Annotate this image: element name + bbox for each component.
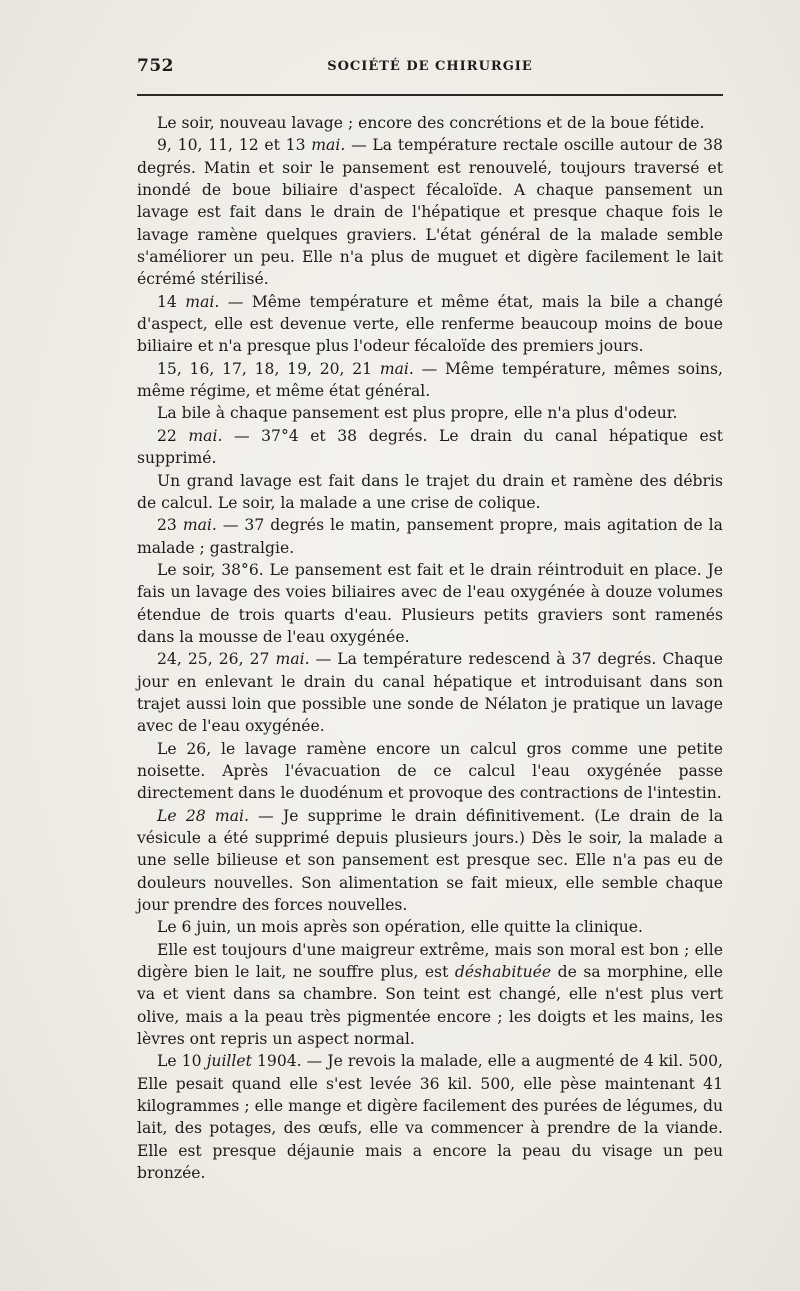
italic-text: mai.	[311, 136, 346, 155]
paragraph	[137, 134, 723, 290]
paragraph	[137, 514, 723, 559]
text-run: — Même température, mêmes soins, même régime, et même état général.	[137, 359, 723, 401]
italic-text: déshabituée	[454, 963, 552, 982]
paragraph	[137, 470, 723, 515]
text-run: La bile à chaque pansement est plus propre, elle n'a plus d'odeur.	[157, 404, 678, 423]
paragraph	[137, 358, 723, 403]
text-run: — La température rectale oscille autour de 38 degrés. Matin et soir le pansement est renouvelé, toujours traversé et inondé de boue biliaire d'aspect fécaloïde. A chaque pansement un lavage est fait dans le drain de l'hépatique et presque chaque fois le lavage ramène quelques graviers. L'état général de la malade semble s'améliorer un peu. Elle n'a plus de muguet et digère facilement le lait écrémé stérilisé.	[137, 136, 723, 289]
page-number: 752	[137, 56, 174, 76]
italic-text: mai.	[275, 650, 310, 669]
text-run: 1904. — Je revois la malade, elle a augmenté de 4 kil. 500, Elle pesait quand elle s'est levée 36 kil. 500, elle pèse maintenant 41 kilogrammes ; elle mange et digère facilement des purées de légumes, du lait, des potages, des œufs, elle va commencer à prendre de la viande. Elle est presque déjaunie mais a encore la peau du visage un peu bronzée.	[137, 1052, 723, 1183]
paragraph	[137, 559, 723, 648]
text-run: Le soir, nouveau lavage ; encore des concrétions et de la boue fétide.	[157, 114, 705, 132]
text-run: — 37°4 et 38 degrés. Le drain du canal hépatique est supprimé.	[137, 426, 723, 468]
text-run: de sa morphine, elle va et vient dans sa chambre. Son teint est changé, elle n'est plus vert olive, mais a la peau très pigmentée encore ; les doigts et les mains, les lèvres ont repris un aspect normal.	[137, 963, 723, 1049]
text-run: Elle est toujours d'une maigreur extrême, mais son moral est bon ; elle digère bien le lait, ne souffre plus, est	[137, 940, 723, 982]
text-run: Le 10	[157, 1052, 207, 1071]
text-run: — 37 degrés le matin, pansement propre, mais agitation de la malade ; gastralgie.	[137, 516, 723, 557]
body-text	[137, 112, 723, 1185]
text-run: Le 26, le lavage ramène encore un calcul gros comme une petite noisette. Après l'évacuation de ce calcul l'eau oxygénée passe directement dans le duodénum et provoque des contractions de l'intestin.	[137, 739, 723, 803]
text-run: Un grand lavage est fait dans le trajet du drain et ramène des débris de calcul. Le soir, la malade a une crise de colique.	[137, 471, 723, 512]
running-head: SOCIÉTÉ DE CHIRURGIE	[327, 59, 533, 74]
text-run: — Je supprime le drain définitivement. (Le drain de la vésicule a été supprimé depuis plusieurs jours.) Dès le soir, la malade a une selle bilieuse et son pansement est presque sec. Elle n'a pas eu de douleurs nouvelles. Son alimentation se fait mieux, elle semble chaque jour prendre des forces nouvelles.	[137, 806, 723, 915]
paragraph	[137, 939, 723, 1051]
italic-text: juillet	[206, 1052, 252, 1071]
text-run: 15, 16, 17, 18, 19, 20, 21	[157, 359, 380, 378]
italic-text: mai.	[188, 426, 223, 445]
italic-text: mai.	[379, 359, 414, 378]
paragraph	[137, 648, 723, 737]
text-run: 24, 25, 26, 27	[157, 650, 276, 669]
header-rule	[137, 94, 723, 96]
paragraph	[137, 738, 723, 805]
paragraph	[137, 402, 723, 424]
text-run: 14	[157, 292, 186, 311]
paragraph	[137, 1050, 723, 1184]
paragraph	[137, 805, 723, 917]
italic-text: Le 28 mai.	[157, 806, 249, 825]
text-run: Le 6 juin, un mois après son opération, elle quitte la clinique.	[157, 918, 643, 937]
paragraph	[137, 425, 723, 470]
text-run: — La température redescend à 37 degrés. Chaque jour en enlevant le drain du canal hépatique et introduisant dans son trajet aussi loin que possible une sonde de Nélaton je pratique un lavage avec de l'eau oxygénée.	[137, 650, 723, 736]
italic-text: mai.	[185, 292, 220, 311]
paragraph	[137, 291, 723, 358]
page-header	[137, 56, 723, 84]
text-run: 9, 10, 11, 12 et 13	[157, 136, 312, 155]
text-run: — Même température et même état, mais la bile a changé d'aspect, elle est devenue verte, elle renferme beaucoup moins de boue biliaire et n'a presque plus l'odeur fécaloïde des premiers jours.	[137, 292, 723, 356]
paragraph	[137, 112, 723, 134]
text-run: 22	[157, 426, 189, 445]
text-run: Le soir, 38°6. Le pansement est fait et le drain réintroduit en place. Je fais un lavage des voies biliaires avec de l'eau oxygénée à douze volumes étendue de trois quarts d'eau. Plusieurs petits graviers sont ramenés dans la mousse de l'eau oxygénée.	[137, 560, 723, 646]
italic-text: mai.	[182, 516, 217, 535]
paragraph	[137, 916, 723, 938]
text-run: 23	[157, 516, 183, 535]
